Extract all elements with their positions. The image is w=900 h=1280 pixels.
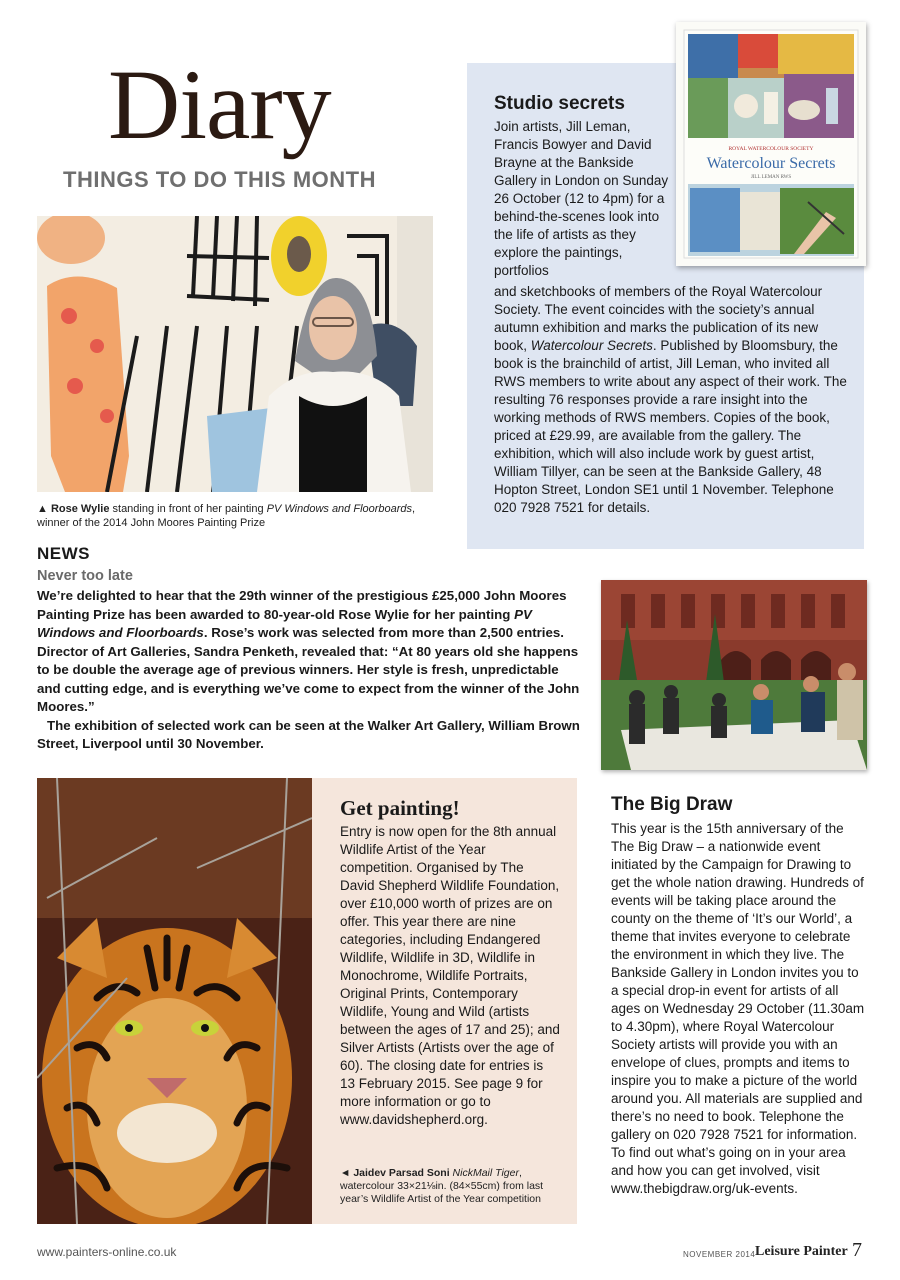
rose-wylie-caption [37,502,437,530]
caption-mid: standing in front of her painting [109,503,267,515]
page-title: Diary [108,49,331,160]
news-p1-a: We’re delighted to hear that the 29th winner of the prestigious £25,000 John Moores Painting Prize has been awarded to 80-year-old Rose Wylie for her painting [37,588,567,622]
news-p1-b: . Rose’s work was selected from more than 2,500 entries. Director of Art Galleries, Sandra Penketh, revealed that: “At 80 years old she happens to be double the average age of previous winners. Her style is fresh, unpredictable and cutting edge, and is everything we’ve come to expect from the winner of the John Moores.” [37,625,580,714]
caption-name: Jaidev Parsad Soni [353,1167,450,1179]
big-draw-photo-art [601,580,867,770]
book-cover-art [676,22,866,266]
news-paragraph-2: The exhibition of selected work can be seen at the Walker Art Gallery, William Brown Street, Liverpool until 30 November. [37,717,580,751]
get-painting-body: Entry is now open for the 8th annual Wildlife Artist of the Year competition. Organised by The David Shepherd Wildlife Foundation, over £10,000 worth of prizes are on offer. This year there are nine categories, including Endangered Wildlife, Wildlife in 3D, Wildlife in Monochrome, Wildlife Portraits, Original Prints, Contemporary Wildlife, Young and Wild (artists between the ages of 17 and 25); and Silver Artists (Artists over the age of 60). The closing date for entries is 13 February 2015. See page 9 for more information or go to www.davidshepherd.org. [340,824,560,1127]
big-draw-heading: The Big Draw [611,794,733,815]
tiger-painting-image [37,778,312,1224]
news-paragraph-1 [37,587,585,717]
news-p1-title: PV Windows and Floorboards [37,606,532,640]
book-publisher-line: ROYAL WATERCOLOUR SOCIETY [728,146,814,152]
footer-issue-date: NOVEMBER 2014 [683,1250,756,1259]
footer-magazine-name: Leisure Painter [755,1244,848,1259]
caption-end: , winner of the 2014 John Moores Painting Prize [37,503,416,529]
book-title-inline: Watercolour Secrets [530,338,653,353]
page-number: 7 [852,1239,862,1261]
tiger-painting-art [37,778,312,1224]
page-subtitle: THINGS TO DO THIS MONTH [63,167,376,192]
studio-body-part-b: . Published by Bloomsbury, the book is the brainchild of artist, Jill Leman, who invited all RWS members to write about any aspect of their work. The resulting 76 responses provide a rare insight into the working methods of RWS members. Copies of the book, priced at £29.99, are available from the gallery. The exhibition, which will also include work by guest artist, William Tillyer, can be seen at the Bankside Gallery, 48 Hopton Street, London SE1 until 1 November. Telephone 020 7928 7521 for details. [494,338,847,515]
caption-title: NickMail Tiger [449,1167,519,1179]
book-author-line: JILL LEMAN RWS [750,175,792,180]
footer-website-url: www.painters-online.co.uk [37,1245,177,1259]
big-draw-event-photo [601,580,867,770]
caption-marker: ▲ [37,503,48,515]
book-cover-title: Watercolour Secrets [706,155,836,172]
tiger-caption [340,1167,565,1206]
book-cover-image [676,22,866,266]
studio-secrets-heading: Studio secrets [494,93,625,114]
news-section-label: NEWS [37,544,90,563]
studio-secrets-body [494,283,854,517]
studio-secrets-body-intro: Join artists, Jill Leman, Francis Bowyer and David Brayne at the Bankside Gallery in London on Sunday 26 October (12 to 4pm) for a behind-the-scenes look into the life of artists as they explore the paintings, portfolios [494,119,669,278]
caption-title: PV Windows and Floorboards [266,503,413,515]
caption-name: Rose Wylie [50,503,110,515]
caption-end: , watercolour 33×21⅛in. (84×55cm) from last year’s Wildlife Artist of the Year competition [340,1167,544,1205]
big-draw-body: This year is the 15th anniversary of the The Big Draw – a nationwide event initiated by the Campaign for Drawing to get the whole nation drawing. Hundreds of events will be taking place around the county on the theme of ‘It’s our World’, a theme that invites everyone to celebrate the environment in which they live. The Bankside Gallery in London invites you to a special drop-in event for artists of all ages on Wednesday 29 October (11.30am to 4.30pm), where Royal Watercolour Society artists will provide you with an envelope of clues, prompts and items to inspire you to make a picture of the world around you. All materials are supplied and there’s no need to book. Telephone the gallery on 020 7928 7521 for information. To find out what’s going on in your area and how you can get involved, visit www.thebigdraw.org/uk-events. [611,821,865,1196]
rose-wylie-photo-art [37,216,433,492]
news-body [37,587,585,754]
caption-marker: ◄ [340,1167,351,1179]
get-painting-heading: Get painting! [340,796,460,820]
news-subhead: Never too late [37,568,133,584]
studio-body-part-a: and sketchbooks of members of the Royal Watercolour Society. The event coincides with the society’s annual autumn exhibition and marks the publication of its new book, [494,284,823,353]
rose-wylie-photo [37,216,433,492]
